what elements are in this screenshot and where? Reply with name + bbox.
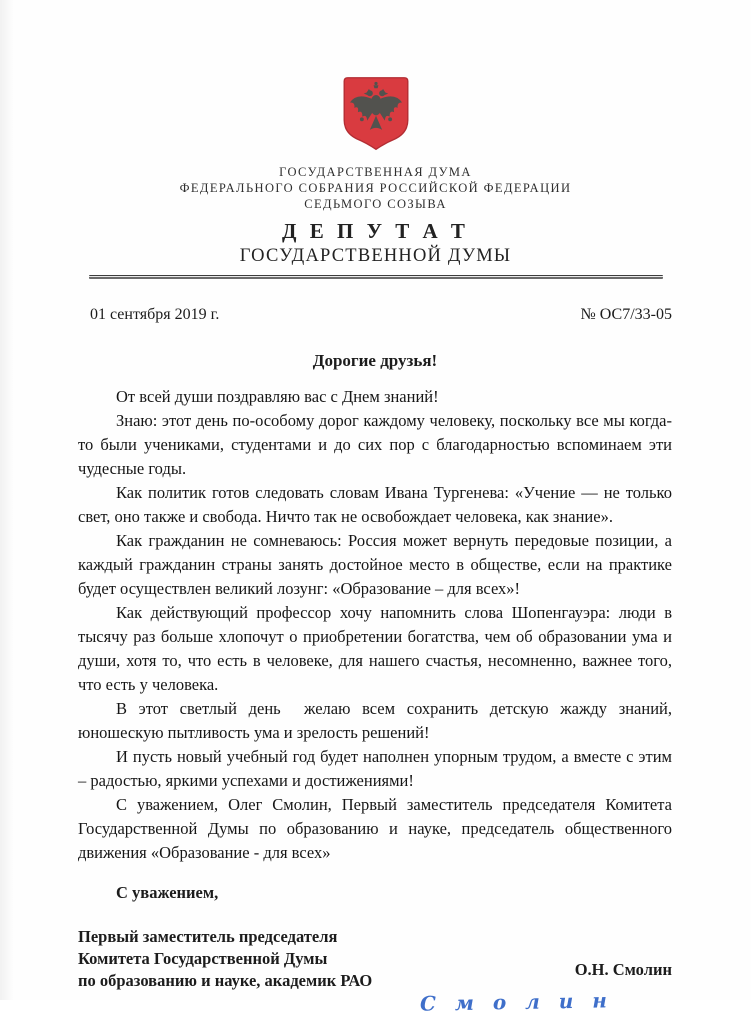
- signature-block: [78, 926, 672, 1016]
- paragraph: Как действующий профессор хочу напомнить слова Шопенгауэра: люди в тысячу раз больше хлопочут о приобретении богатства, чем об образовании ума и души, хотя то, что есть в человеке, для нашего счастья, несомненно, важнее того, что есть у человека.: [78, 603, 672, 694]
- russian-coat-of-arms-icon: [339, 76, 413, 152]
- meta-row: [90, 305, 672, 325]
- letterhead-divider: [89, 275, 663, 279]
- letterhead: [0, 0, 751, 268]
- deputy-title: Д Е П У Т А Т: [282, 219, 469, 243]
- signer-position: [78, 926, 372, 992]
- letter-date: 01 сентября 2019 г.: [90, 306, 220, 323]
- signer-name: О.Н. Смолин: [574, 960, 672, 979]
- deputy-title-sub: ГОСУДАРСТВЕННОЙ ДУМЫ: [239, 246, 512, 266]
- letter-content: [0, 305, 751, 1016]
- paragraph: Как гражданин не сомневаюсь: Россия может вернуть передовые позиции, а каждый гражданин страны занять достойное место в обществе, если на практике будет осуществлен великий лозунг: «Образование – для всех»!: [78, 531, 672, 598]
- letter-body: [78, 385, 672, 865]
- position-line-2: Комитета Государственной Думы: [78, 949, 328, 968]
- paragraph: С уважением, Олег Смолин, Первый заместитель председателя Комитета Государственной Думы по образованию и науке, председатель общественного движения «Образование - для всех»: [78, 795, 672, 862]
- position-line-3: по образованию и науке, академик РАО: [78, 971, 373, 990]
- handwritten-signature: С м о л и н: [419, 988, 614, 1016]
- organization-name: [0, 164, 751, 212]
- position-line-1: Первый заместитель председателя: [78, 927, 338, 946]
- paragraph: От всей души поздравляю вас с Днем знаний!: [116, 387, 439, 406]
- org-line-3: СЕДЬМОГО СОЗЫВА: [304, 197, 447, 211]
- org-line-2: ФЕДЕРАЛЬНОГО СОБРАНИЯ РОССИЙСКОЙ ФЕДЕРАЦИИ: [179, 181, 572, 195]
- paragraph: В этот светлый день желаю всем сохранить детскую жажду знаний, юношескую пытливость ума и зрелость решений!: [78, 699, 672, 742]
- closing-regards: С уважением,: [116, 883, 219, 902]
- paragraph: Знаю: этот день по-особому дорог каждому человеку, поскольку все мы когда-то были учениками, студентами и до сих пор с благодарностью вспоминаем эти чудесные годы.: [78, 411, 672, 478]
- paragraph: И пусть новый учебный год будет наполнен упорным трудом, а вместе с этим – радостью, яркими успехами и достижениями!: [78, 747, 672, 790]
- letter-number: № ОС7/33-05: [580, 306, 672, 323]
- salutation: Дорогие друзья!: [312, 351, 438, 370]
- org-line-1: ГОСУДАРСТВЕННАЯ ДУМА: [279, 165, 472, 179]
- paragraph: Как политик готов следовать словам Ивана Тургенева: «Учение — не только свет, оно также и свобода. Ничто так не освобождает человека, как знание».: [78, 483, 672, 526]
